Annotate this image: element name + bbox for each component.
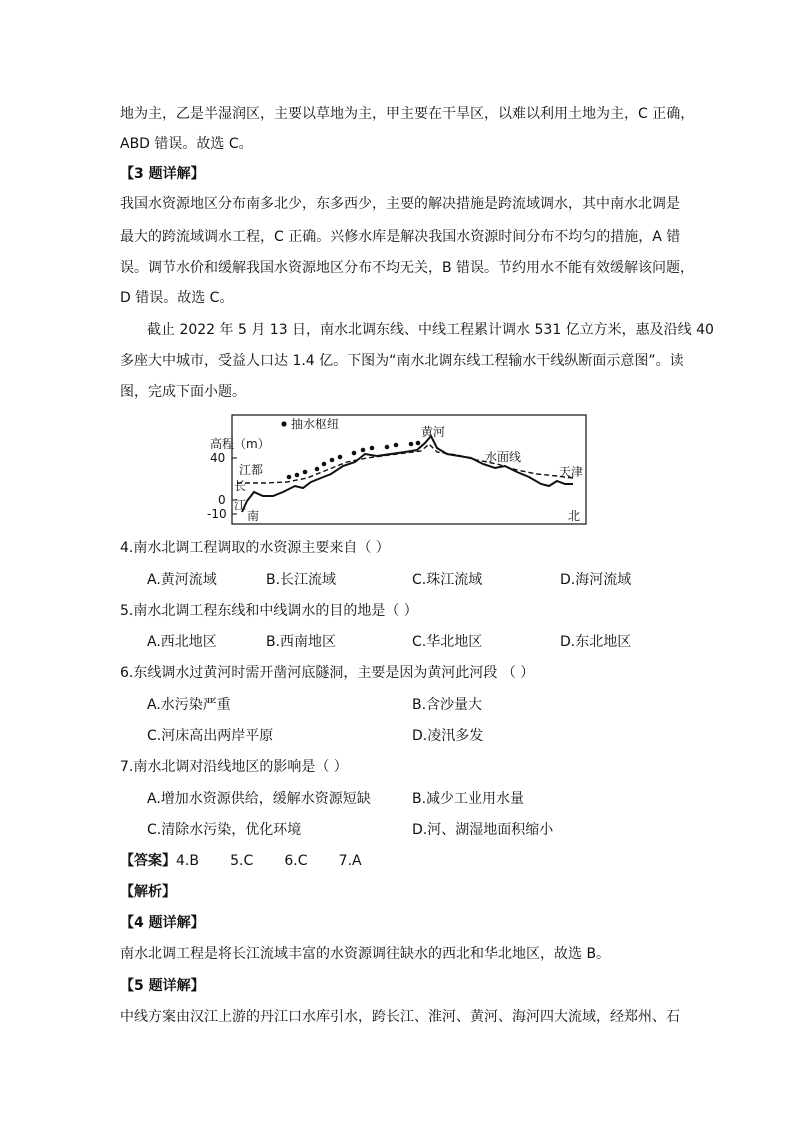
paragraph-line: 误。调节水价和缓解我国水资源地区分布不均无关，B 错误。节约用水不能有效缓解该问题， (120, 260, 695, 276)
pump-station-dot (295, 473, 300, 478)
pump-station-dot (370, 446, 375, 451)
pump-station-dot (361, 448, 366, 453)
pump-station-dot (385, 445, 390, 450)
ground-profile-line (242, 436, 573, 512)
paragraph-line: 我国水资源地区分布南多北少，东多西少，主要的解决措施是跨流域调水，其中南水北调是 (120, 196, 680, 212)
pump-station-dot (416, 441, 421, 446)
pump-station-dot (409, 442, 414, 447)
legend-pump-label: 抽水枢纽 (291, 417, 340, 431)
label-water-surface: 水面线 (485, 450, 522, 464)
answers-line (120, 851, 362, 871)
option-6b: B.含沙量大 (412, 697, 483, 713)
analysis-label: 【解析】 (120, 884, 176, 900)
pump-station-dot (330, 458, 335, 463)
option-4b: B.长江流域 (266, 572, 337, 588)
option-6a: A.水污染严重 (147, 697, 231, 713)
option-4d: D.海河流域 (560, 572, 632, 588)
option-7d: D.河、湖湿地面积缩小 (412, 822, 554, 838)
label-jiangdu: 江都 (239, 463, 264, 477)
pump-station-dot (287, 475, 292, 480)
paragraph-line: 多座大中城市，受益人口达 1.4 亿。下图为“南水北调东线工程输水干线纵断面示意图”。读 (120, 353, 684, 369)
label-huanghe: 黄河 (421, 425, 446, 439)
pump-station-dot (338, 455, 343, 460)
label-changjiang-1: 长 (234, 479, 247, 493)
y-axis-label: 高程（m） (210, 437, 270, 451)
option-7b: B.减少工业用水量 (412, 791, 525, 807)
pump-station-dot (352, 451, 357, 456)
paragraph-line: 图，完成下面小题。 (120, 384, 246, 400)
label-south: 南 (247, 509, 260, 523)
tick-label-0: 0 (218, 493, 226, 507)
option-6c: C.河床高出两岸平原 (147, 728, 274, 744)
pump-station-dot (394, 443, 399, 448)
diagram-frame (232, 415, 586, 524)
paragraph-line: ABD 错误。故选 C。 (120, 136, 253, 152)
section-header-q4: 【4 题详解】 (120, 915, 205, 931)
tick-label-neg10: -10 (207, 507, 227, 521)
label-north: 北 (568, 509, 581, 523)
option-6d: D.凌汛多发 (412, 728, 484, 744)
pump-station-dot (303, 470, 308, 475)
section-header-q5: 【5 题详解】 (120, 978, 205, 994)
option-5a: A.西北地区 (147, 634, 217, 650)
option-4a: A.黄河流域 (147, 572, 217, 588)
question-stem-7: 7.南水北调对沿线地区的影响是（ ） (120, 759, 348, 775)
tick-label-40: 40 (210, 451, 226, 465)
question-stem-5: 5.南水北调工程东线和中线调水的目的地是（ ） (120, 603, 418, 619)
question-stem-6: 6.东线调水过黄河时需开凿河底隧洞，主要是因为黄河此河段 （ ） (120, 665, 535, 681)
pump-station-dot (322, 462, 327, 467)
paragraph-line: 地为主，乙是半湿润区，主要以草地为主，甲主要在干旱区，以难以利用土地为主，C 正确， (120, 106, 695, 122)
option-5d: D.东北地区 (560, 634, 632, 650)
option-7c: C.清除水污染，优化环境 (147, 822, 302, 838)
option-5b: B.西南地区 (266, 634, 337, 650)
label-tianjin: 天津 (559, 465, 584, 479)
answers-label: 【答案】 (120, 853, 176, 869)
paragraph-line: 截止 2022 年 5 月 13 日，南水北调东线、中线工程累计调水 531 亿立方米，惠及沿线 40 (147, 322, 714, 338)
option-5c: C.华北地区 (412, 634, 483, 650)
answers-values: 4.B 5.C 6.C 7.A (176, 853, 362, 869)
section-header-q3: 【3 题详解】 (120, 166, 205, 182)
paragraph-line: D 错误。故选 C。 (120, 290, 234, 306)
question-stem-4: 4.南水北调工程调取的水资源主要来自（ ） (120, 540, 390, 556)
option-4c: C.珠江流域 (412, 572, 483, 588)
legend-pump-dot (281, 421, 286, 426)
paragraph-line: 中线方案由汉江上游的丹江口水库引水，跨长江、淮河、黄河、海河四大流域，经郑州、石 (120, 1009, 680, 1025)
pump-station-dot (315, 467, 320, 472)
label-changjiang-2: 江 (234, 498, 247, 512)
paragraph-line: 最大的跨流域调水工程，C 正确。兴修水库是解决我国水资源时间分布不均匀的措施，A 错 (120, 229, 681, 245)
paragraph-line: 南水北调工程是将长江流域丰富的水资源调往缺水的西北和华北地区，故选 B。 (120, 946, 611, 962)
profile-diagram (207, 414, 587, 526)
profile-diagram-svg (207, 414, 587, 526)
option-7a: A.增加水资源供给，缓解水资源短缺 (147, 791, 371, 807)
